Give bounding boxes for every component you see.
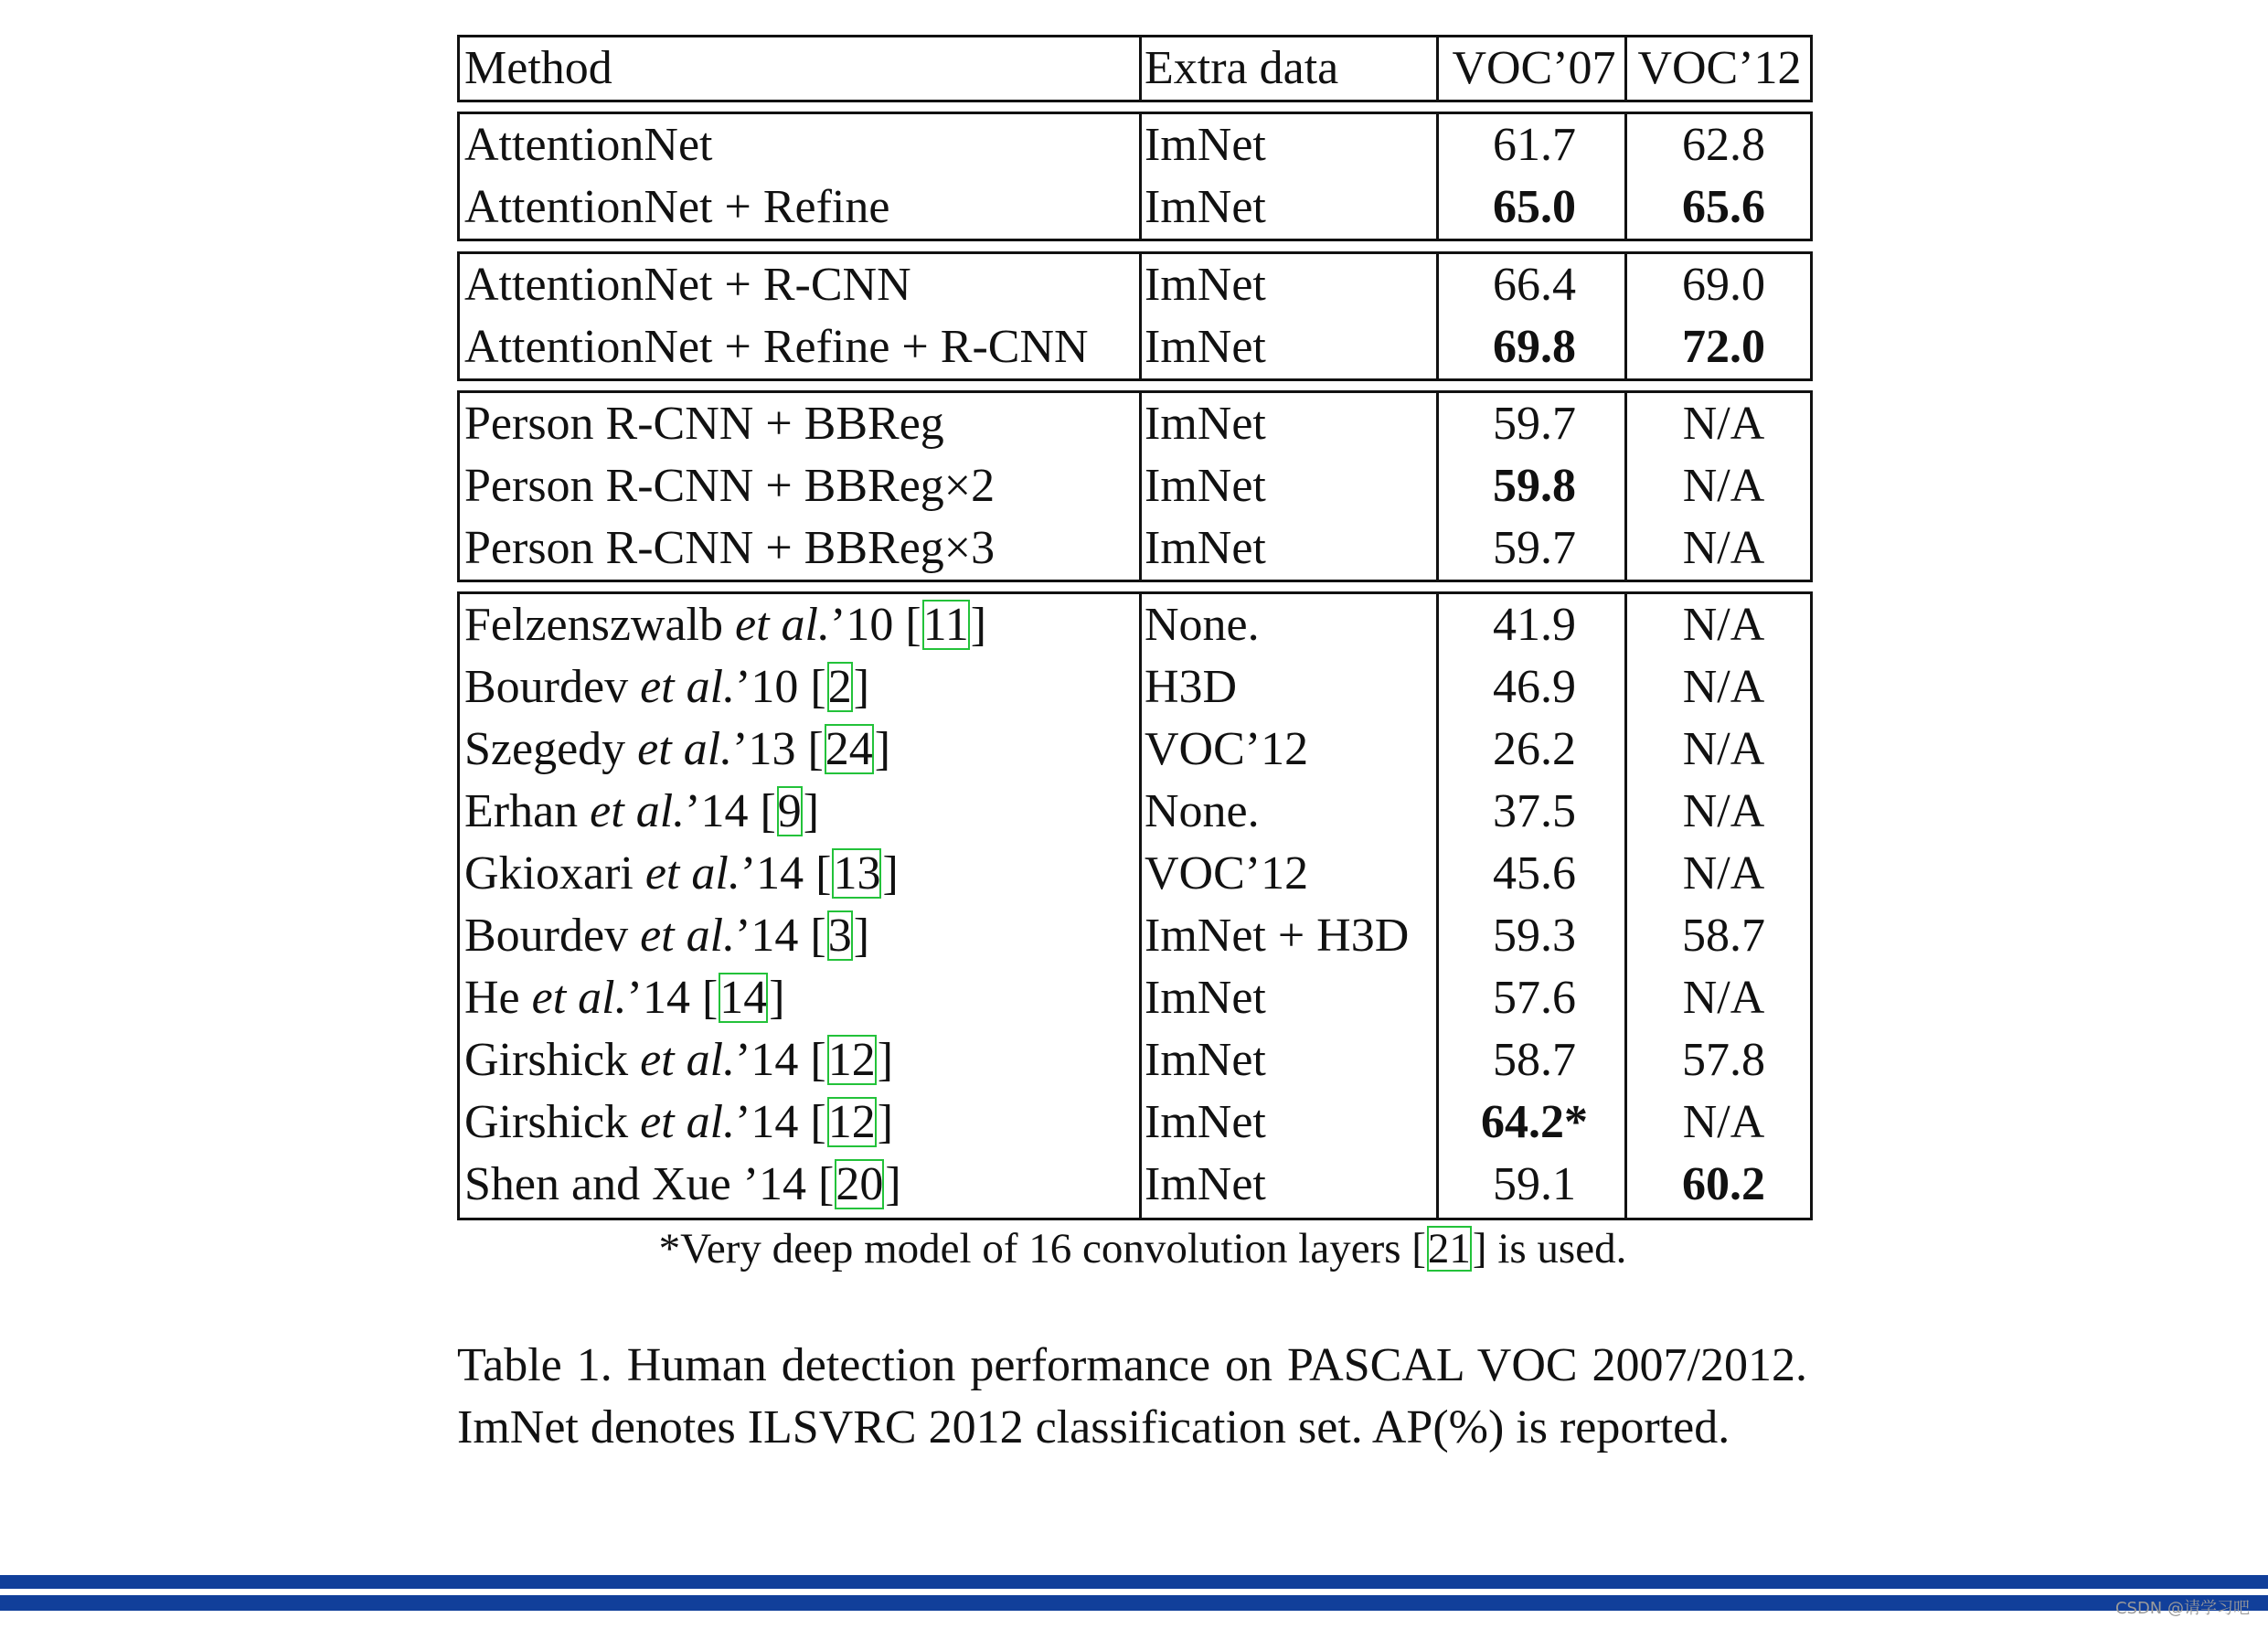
cell-extra-data: None. (1145, 599, 1260, 651)
table-header (457, 35, 1813, 102)
cell-extra-data: None. (1145, 785, 1260, 837)
method-text: ] (877, 1034, 894, 1086)
method-text: AttentionNet + Refine (464, 181, 890, 233)
cell-voc07: 41.9 (1493, 599, 1576, 651)
method-text: ] (882, 847, 899, 900)
citation-link[interactable]: 14 (719, 972, 768, 1024)
cell-extra-data: ImNet (1145, 119, 1266, 171)
et-al-text: et al. (644, 847, 740, 900)
column-divider (1624, 254, 1627, 378)
cell-voc07: 59.8 (1493, 460, 1576, 512)
method-text: ] (853, 910, 870, 962)
cell-method (464, 594, 1139, 656)
citation-link[interactable]: 2 (827, 661, 852, 713)
method-text: *Very deep model of 16 convolution layers [ (658, 1225, 1426, 1272)
cell-voc12: N/A (1682, 661, 1765, 713)
cell-voc12: 58.7 (1682, 910, 1765, 962)
cell-voc07: 59.3 (1493, 910, 1576, 962)
column-divider (1436, 114, 1439, 239)
cell-method (464, 393, 1139, 455)
et-al-text: et al. (640, 1034, 736, 1086)
cell-voc07: 26.2 (1493, 723, 1576, 775)
header-voc12: VOC’12 (1637, 42, 1802, 94)
method-text: ] (885, 1158, 901, 1210)
cell-method (464, 843, 1139, 905)
cell-voc12: 72.0 (1682, 321, 1765, 373)
cell-method (464, 254, 1139, 316)
method-text: ] (769, 972, 785, 1024)
citation-link[interactable]: 9 (777, 785, 802, 837)
cell-voc12: N/A (1682, 972, 1765, 1024)
column-divider (1139, 393, 1142, 580)
method-text: Felzenszwalb (464, 599, 736, 651)
column-divider (1139, 114, 1142, 239)
cell-voc07: 66.4 (1493, 259, 1576, 311)
cell-extra-data: ImNet (1145, 181, 1266, 233)
method-text: Erhan (464, 785, 591, 837)
cell-voc07: 59.7 (1493, 522, 1576, 574)
cell-extra-data: ImNet (1145, 259, 1266, 311)
method-text: ’14 [ (626, 972, 719, 1024)
cell-method (464, 316, 1139, 378)
citation-link[interactable]: 20 (836, 1158, 884, 1210)
method-text: ] (853, 661, 870, 713)
cell-extra-data: ImNet + H3D (1145, 910, 1410, 962)
column-divider (1436, 393, 1439, 580)
cell-method (464, 455, 1139, 517)
footer-band-top (0, 1575, 2268, 1589)
cell-extra-data: ImNet (1145, 1096, 1266, 1148)
method-text: Bourdev (464, 910, 641, 962)
cell-voc12: N/A (1682, 785, 1765, 837)
table-group-person-rcnn (457, 390, 1813, 582)
header-extra-data: Extra data (1145, 42, 1339, 94)
cell-method (464, 656, 1139, 719)
method-text: ] (874, 723, 891, 775)
method-text: Girshick (464, 1034, 641, 1086)
method-text: ] (970, 599, 987, 651)
et-al-text: et al. (640, 910, 736, 962)
cell-voc07: 64.2* (1481, 1096, 1588, 1148)
header-method: Method (464, 42, 612, 94)
footer-band-bottom (0, 1595, 2268, 1611)
citation-link[interactable]: 12 (827, 1096, 876, 1148)
cell-method (464, 176, 1139, 239)
method-text: ’14 [ (685, 785, 776, 837)
cell-voc12: 69.0 (1682, 259, 1765, 311)
et-al-text: et al. (640, 661, 736, 713)
method-text: Person R-CNN + BBReg×2 (464, 460, 996, 512)
method-text: ’14 [ (735, 910, 826, 962)
column-divider (1139, 594, 1142, 1218)
method-text: AttentionNet (464, 119, 713, 171)
cell-method (464, 967, 1139, 1029)
method-text: Gkioxari (464, 847, 645, 900)
method-text: AttentionNet + R-CNN (464, 259, 911, 311)
method-text: Shen and Xue ’14 [ (464, 1158, 835, 1210)
cell-method (464, 114, 1139, 176)
cell-extra-data: ImNet (1145, 1034, 1266, 1086)
cell-voc12: N/A (1682, 599, 1765, 651)
cell-voc12: 62.8 (1682, 119, 1765, 171)
et-al-text: et al. (640, 1096, 736, 1148)
method-text: Bourdev (464, 661, 641, 713)
cell-voc07: 37.5 (1493, 785, 1576, 837)
table-caption: Table 1. Human detection performance on PASCAL VOC 2007/2012. ImNet denotes ILSVRC 2012 classification set. AP(%) is reported. (457, 1339, 1807, 1453)
cell-method (464, 905, 1139, 967)
cell-voc12: 57.8 (1682, 1034, 1765, 1086)
method-text: ] is used. (1472, 1225, 1627, 1272)
cell-voc07: 69.8 (1493, 321, 1576, 373)
citation-link[interactable]: 24 (825, 723, 873, 775)
cell-voc12: N/A (1682, 723, 1765, 775)
cell-voc12: 65.6 (1682, 181, 1765, 233)
cell-extra-data: VOC’12 (1145, 723, 1309, 775)
cell-extra-data: ImNet (1145, 398, 1266, 450)
cell-voc07: 61.7 (1493, 119, 1576, 171)
method-text: ] (803, 785, 820, 837)
method-text: Girshick (464, 1096, 641, 1148)
cell-voc12: N/A (1682, 522, 1765, 574)
cell-extra-data: VOC’12 (1145, 847, 1309, 900)
column-divider (1436, 37, 1439, 100)
column-divider (1624, 594, 1627, 1218)
method-text: Person R-CNN + BBReg (464, 398, 944, 450)
method-text: He (464, 972, 532, 1024)
column-divider (1436, 254, 1439, 378)
column-divider (1624, 114, 1627, 239)
cell-method (464, 719, 1139, 781)
method-text: ’14 [ (735, 1034, 826, 1086)
cell-voc12: N/A (1682, 460, 1765, 512)
cell-voc07: 65.0 (1493, 181, 1576, 233)
footnote (457, 1219, 1828, 1279)
column-divider (1436, 594, 1439, 1218)
cell-method (464, 517, 1139, 580)
cell-voc07: 57.6 (1493, 972, 1576, 1024)
cell-extra-data: ImNet (1145, 522, 1266, 574)
citation-link[interactable]: 12 (827, 1034, 876, 1086)
method-text: ’14 [ (735, 1096, 826, 1148)
citation-link[interactable]: 3 (827, 910, 852, 962)
cell-voc07: 46.9 (1493, 661, 1576, 713)
method-text: ’13 [ (732, 723, 824, 775)
method-text: ’10 [ (830, 599, 921, 651)
cell-method (464, 1029, 1139, 1091)
citation-link[interactable]: 21 (1427, 1225, 1471, 1272)
et-al-text: et al. (735, 599, 830, 651)
et-al-text: et al. (637, 723, 733, 775)
column-divider (1624, 393, 1627, 580)
method-text: Person R-CNN + BBReg×3 (464, 522, 996, 574)
watermark: CSDN @请学习吧 (2114, 1599, 2250, 1618)
cell-voc07: 59.7 (1493, 398, 1576, 450)
cell-voc12: N/A (1682, 398, 1765, 450)
et-al-text: et al. (531, 972, 627, 1024)
method-text: AttentionNet + Refine + R-CNN (464, 321, 1089, 373)
cell-voc07: 45.6 (1493, 847, 1576, 900)
cell-method (464, 1091, 1139, 1154)
method-text: ’10 [ (735, 661, 826, 713)
cell-method (464, 1154, 1139, 1216)
cell-method (464, 781, 1139, 843)
cell-voc12: N/A (1682, 1096, 1765, 1148)
cell-voc07: 58.7 (1493, 1034, 1576, 1086)
method-text: ’14 [ (740, 847, 832, 900)
method-text: Szegedy (464, 723, 638, 775)
header-voc07: VOC’07 (1452, 42, 1616, 94)
citation-link[interactable]: 13 (833, 847, 881, 900)
cell-extra-data: ImNet (1145, 460, 1266, 512)
table-group-prior-work (457, 591, 1813, 1220)
column-divider (1139, 254, 1142, 378)
table-group-attentionnet-rcnn (457, 251, 1813, 381)
et-al-text: et al. (590, 785, 686, 837)
cell-extra-data: ImNet (1145, 321, 1266, 373)
citation-link[interactable]: 11 (922, 599, 969, 651)
table-group-attentionnet (457, 112, 1813, 241)
cell-extra-data: H3D (1145, 661, 1238, 713)
cell-voc07: 59.1 (1493, 1158, 1576, 1210)
cell-extra-data: ImNet (1145, 972, 1266, 1024)
method-text: ] (877, 1096, 894, 1148)
cell-voc12: 60.2 (1682, 1158, 1765, 1210)
column-divider (1139, 37, 1142, 100)
cell-voc12: N/A (1682, 847, 1765, 900)
cell-extra-data: ImNet (1145, 1158, 1266, 1210)
